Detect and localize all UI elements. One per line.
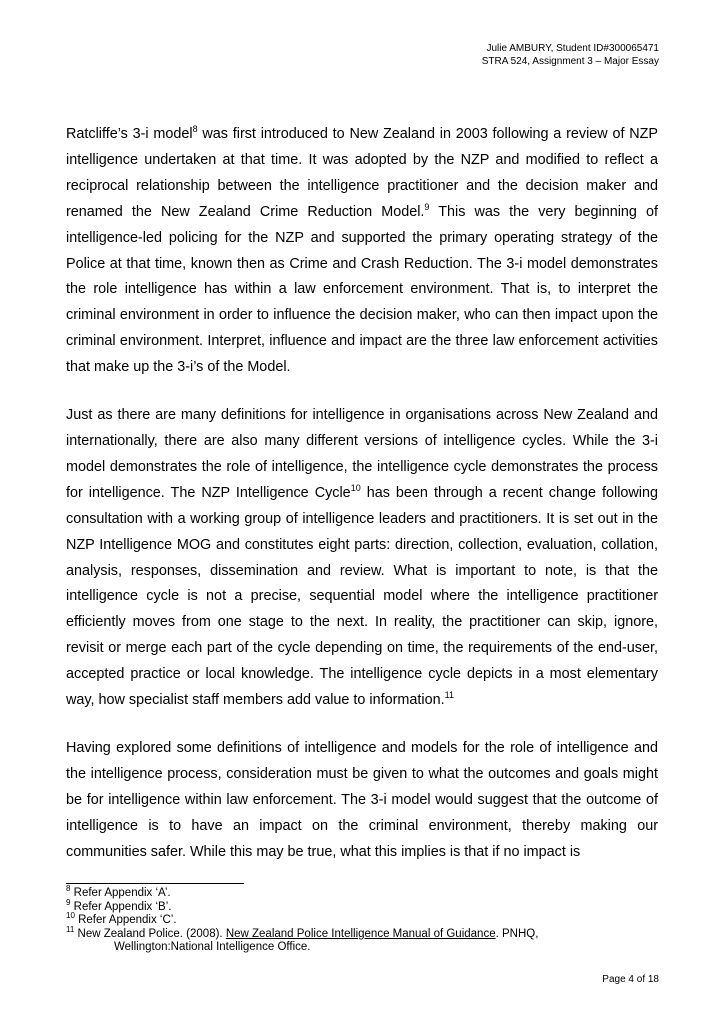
text-run: was first introduced to New Zealand in 2003 following a review of NZP intelligence undertaken at that time. It was adopted by the NZP and modified to reflect a reciprocal relationship between the intelligence practitioner and the decision maker and renamed the New Zealand Crime Reduction Model. [66,126,658,220]
header-author-line: Julie AMBURY, Student ID#300065471 [486,43,659,54]
page-number: Page 4 of 18 [602,974,659,985]
footnote-text: New Zealand Police. (2008). [74,927,226,940]
page-header [482,42,659,68]
footnote-ref-9: 9 [424,201,430,212]
footnote-number: 9 [66,897,71,907]
header-course-line: STRA 524, Assignment 3 – Major Essay [481,56,659,67]
paragraph-outcomes [66,736,658,866]
footnote-text: Refer Appendix ‘A’. [70,887,171,899]
footnote-separator [66,883,244,884]
footnote-9 [66,897,666,915]
footnote-11-continuation: Wellington:National Intelligence Office. [114,941,311,954]
footnote-text: . PNHQ, [495,927,539,940]
footnote-number: 11 [66,924,75,934]
footnotes [66,884,666,955]
paragraph-intelligence-cycle [66,403,658,714]
footnote-number: 8 [66,884,71,894]
text-run: This was the very beginning of intelligence-led policing for the NZP and supported the primary operating strategy of the Police at that time, known then as Crime and Crash Reduction. The 3-i model demonstrates the role intelligence has within a law enforcement environment. That is, to interpret the criminal environment in order to influence the decision maker, who can then impact upon the criminal environment. Interpret, influence and impact are the three law enforcement activities that make up the 3-i’s of the Model. [66,203,658,376]
footnote-8 [66,884,666,901]
footnote-text: Refer Appendix ‘C’. [74,914,177,927]
essay-body [66,122,658,887]
paragraph-3i-model [66,122,658,381]
footnote-text: Refer Appendix ‘B’. [70,900,172,913]
text-run: Having explored some definitions of intelligence and models for the role of intelligence and the intelligence process, consideration must be given to what the outcomes and goals might be for intelligence within law enforcement. The 3-i model would suggest that the outcome of intelligence is to have an impact on the criminal environment, thereby making our communities safer. While this may be true, what this implies is that if no impact is [66,739,658,860]
footnote-number: 10 [66,911,75,921]
footnote-cited-title: New Zealand Police Intelligence Manual of Guidance [225,927,496,940]
footnote-ref-11: 11 [444,690,454,701]
footnote-10 [66,911,666,928]
text-run: Ratcliffe’s 3-i model [66,126,193,142]
footnote-ref-10: 10 [350,482,361,493]
text-run: Just as there are many definitions for intelligence in organisations across New Zealand and internationally, there are also many different versions of intelligence cycles. While the 3-i model demonstrates the role of intelligence, the intelligence cycle demonstrates the process for intelligence. The NZP Intelligence Cycle [66,407,658,501]
footnote-ref-8: 8 [192,124,198,135]
text-run: has been through a recent change following consultation with a working group of intelligence leaders and practitioners. It is set out in the NZP Intelligence MOG and constitutes eight parts: direction, collection, evaluation, collation, analysis, responses, dissemination and review. What is important to note, is that the intelligence cycle is not a precise, sequential model where the intelligence practitioner efficiently moves from one stage to the next. In reality, the practitioner can skip, ignore, revisit or merge each part of the cycle depending on time, the requirements of the end-user, accepted practice or local knowledge. The intelligence cycle depicts in a most elementary way, how specialist staff members add value to information. [66,484,658,709]
footnote-11 [66,924,666,942]
